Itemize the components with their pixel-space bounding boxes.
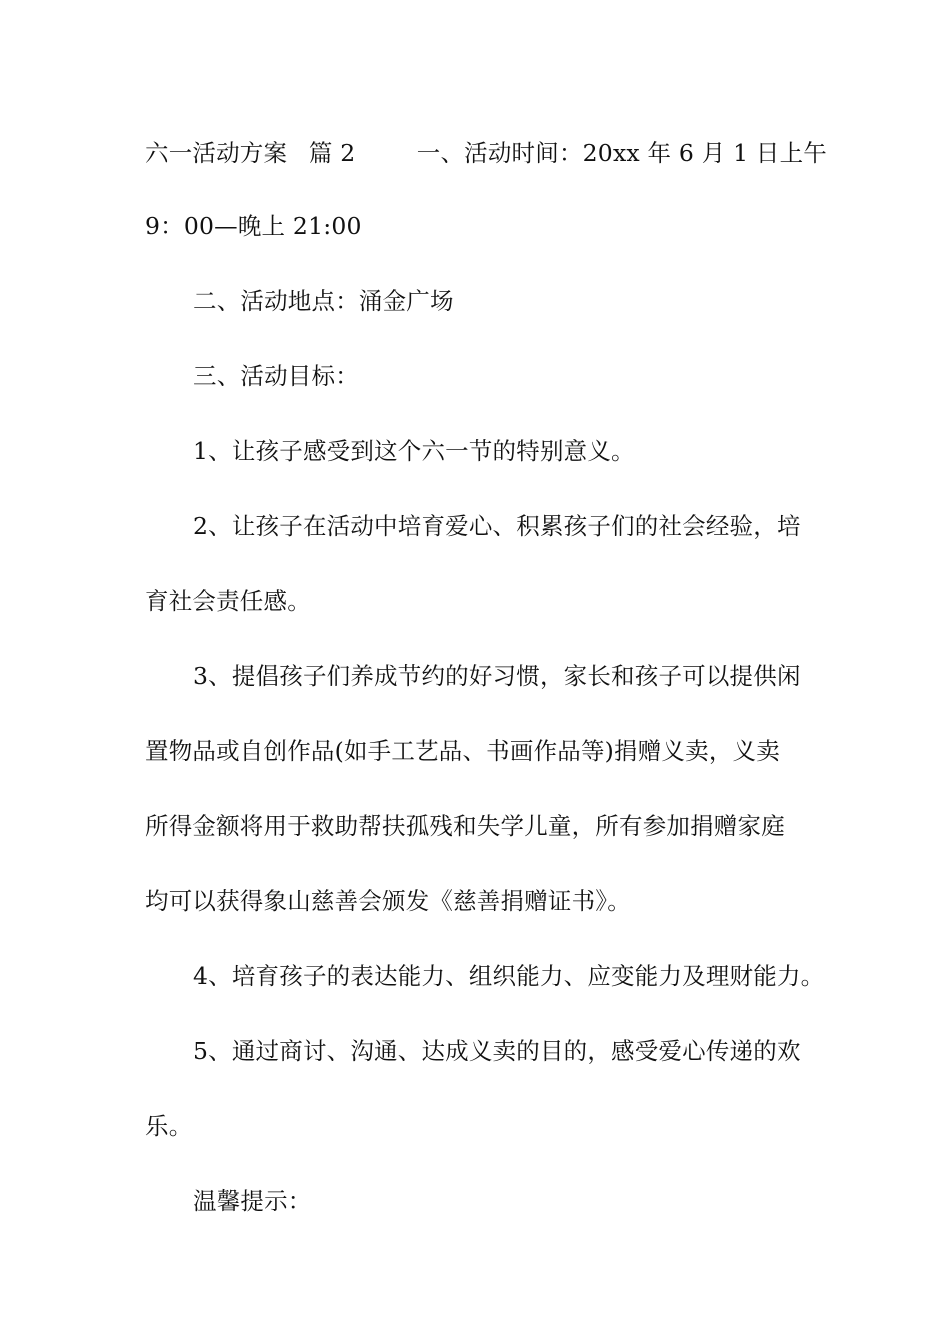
document-title: 六一活动方案 xyxy=(145,139,288,167)
paragraph-line: 所得金额将用于救助帮扶孤残和失学儿童，所有参加捐赠家庭 xyxy=(145,812,785,840)
heading-line xyxy=(145,138,828,168)
tip-heading: 温馨提示： xyxy=(193,1187,312,1215)
list-item: 4、培育孩子的表达能力、组织能力、应变能力及理财能力。 xyxy=(193,962,825,990)
section-label: 篇 2 xyxy=(308,139,356,167)
paragraph-line: 乐。 xyxy=(145,1112,193,1140)
list-item: 2、让孩子在活动中培育爱心、积累孩子们的社会经验，培 xyxy=(193,512,801,540)
paragraph-line: 均可以获得象山慈善会颁发《慈善捐赠证书》。 xyxy=(145,887,631,915)
paragraph-line: 二、活动地点：涌金广场 xyxy=(193,287,454,315)
paragraph-line: 三、活动目标： xyxy=(193,362,359,390)
paragraph-line: 育社会责任感。 xyxy=(145,587,311,615)
list-item: 5、通过商讨、沟通、达成义卖的目的，感受爱心传递的欢 xyxy=(193,1037,801,1065)
paragraph-line: 9：00—晚上 21:00 xyxy=(145,212,362,240)
list-item: 3、提倡孩子们养成节约的好习惯，家长和孩子可以提供闲 xyxy=(193,662,801,690)
activity-time-label: 一、活动时间：20xx 年 6 月 1 日上午 xyxy=(416,139,828,167)
paragraph-line: 置物品或自创作品(如手工艺品、书画作品等)捐赠义卖，义卖 xyxy=(145,737,780,765)
list-item: 1、让孩子感受到这个六一节的特别意义。 xyxy=(193,437,635,465)
